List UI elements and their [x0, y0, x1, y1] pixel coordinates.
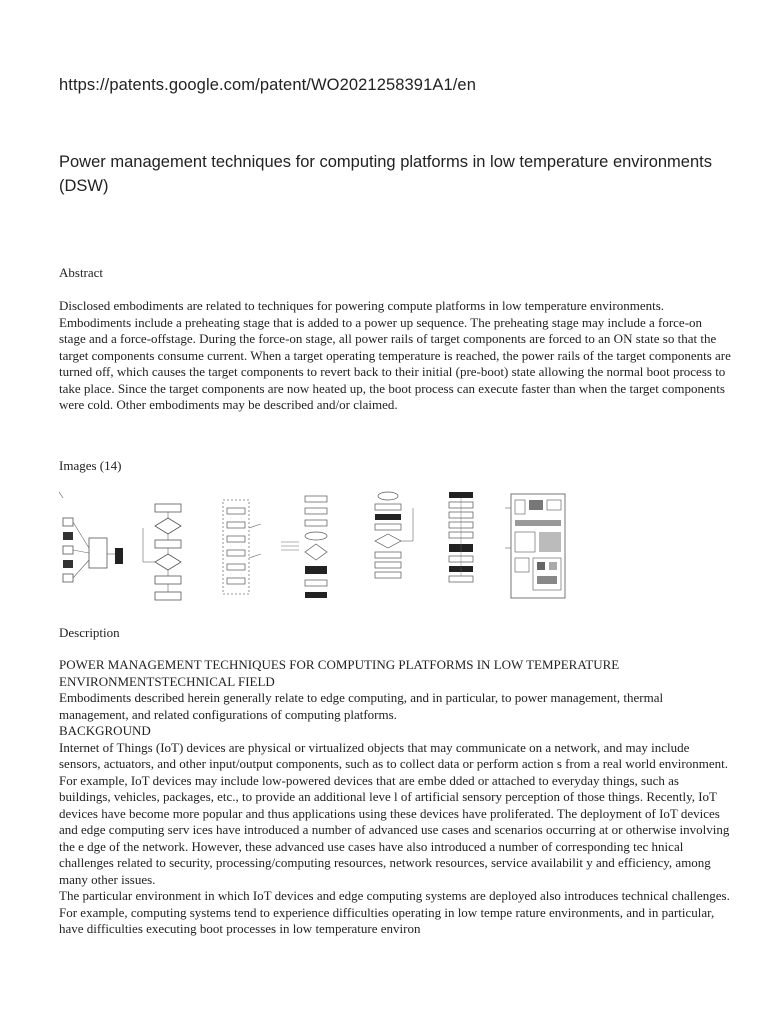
patent-url[interactable]: https://patents.google.com/patent/WO2021258391A1/en	[59, 76, 476, 94]
images-heading: Images (14)	[59, 458, 122, 473]
description-title: POWER MANAGEMENT TECHNIQUES FOR COMPUTING PLATFORMS IN LOW TEMPERATURE ENVIRONMENTSTECHNICAL FIELD	[59, 657, 620, 689]
figure-thumbnail-5[interactable]	[355, 488, 421, 606]
background-heading: BACKGROUND	[59, 723, 151, 738]
figure-thumbnail-1[interactable]	[59, 488, 125, 606]
figure-thumbnail-4[interactable]	[281, 488, 347, 606]
abstract-heading: Abstract	[59, 265, 104, 280]
image-thumbnail-strip	[59, 488, 519, 606]
state-flow-figure	[355, 488, 421, 606]
boot-sequence-figure	[429, 488, 495, 606]
description-paragraph: Internet of Things (IoT) devices are physical or virtualized objects that may communicate on a network, and may include sensors, actuators, and other input/output components, such as to collect data or perform action s from a real world environment. For example, IoT devices may include low-powered devices that are embe dded or attached to everyday things, such as buildings, vehicles, packages, etc., to provide an additional leve l of artificial sensory perception of those things. Recently, IoT devices have become more popular and thus applications using these devices have proliferated. The deployment of IoT devices and edge computing serv ices have introduced a number of advanced use cases and scenarios occurring at or otherwise involving the e dge of the network. However, these advanced use cases have also introduced a number of corresponding tec hnical challenges related to security, processing/computing resources, network resources, service availabilit y and efficiency, among many other issues.	[59, 739, 730, 887]
description-heading: Description	[59, 625, 120, 640]
platform-architecture-figure	[503, 488, 569, 606]
figure-thumbnail-2[interactable]	[133, 488, 199, 606]
figure-thumbnail-3[interactable]	[207, 488, 273, 606]
abstract-text: Disclosed embodiments are related to techniques for powering compute platforms in low temperature environments. Embodiments include a preheating stage that is added to a power up sequence. The preheating stage may include a force-on stage and a force-offstage. During the force-on stage, all power rails of target components are forced to an ON state so that the target components consume current. When a target operating temperature is reached, the power rails of the target components are turned off, which causes the target components to revert back to their initial (pre-boot) state allowing the normal boot process to take place. Since the target components are now heated up, the boot process can execute faster than when the target components were cold. Other embodiments may be described and/or claimed.	[59, 298, 731, 412]
flowchart-figure	[133, 488, 199, 606]
process-flow-figure	[281, 488, 347, 606]
figure-thumbnail-7[interactable]	[503, 488, 569, 606]
figure-thumbnail-6[interactable]	[429, 488, 495, 606]
description-body	[59, 657, 733, 938]
block-diagram-figure	[59, 488, 125, 606]
description-paragraph: The particular environment in which IoT devices and edge computing systems are deployed also introduces technical challenges. For example, computing systems tend to experience difficulties operating in low tempe rature environments, and in particular, have difficulties executing boot processes in low temperature environ	[59, 888, 730, 936]
description-paragraph: Embodiments described herein generally relate to edge computing, and in particular, to power management, thermal management, and related configurations of computing platforms.	[59, 690, 664, 722]
sequence-figure	[207, 488, 273, 606]
page-title: Power management techniques for computing platforms in low temperature environments (DSW)	[59, 153, 712, 195]
